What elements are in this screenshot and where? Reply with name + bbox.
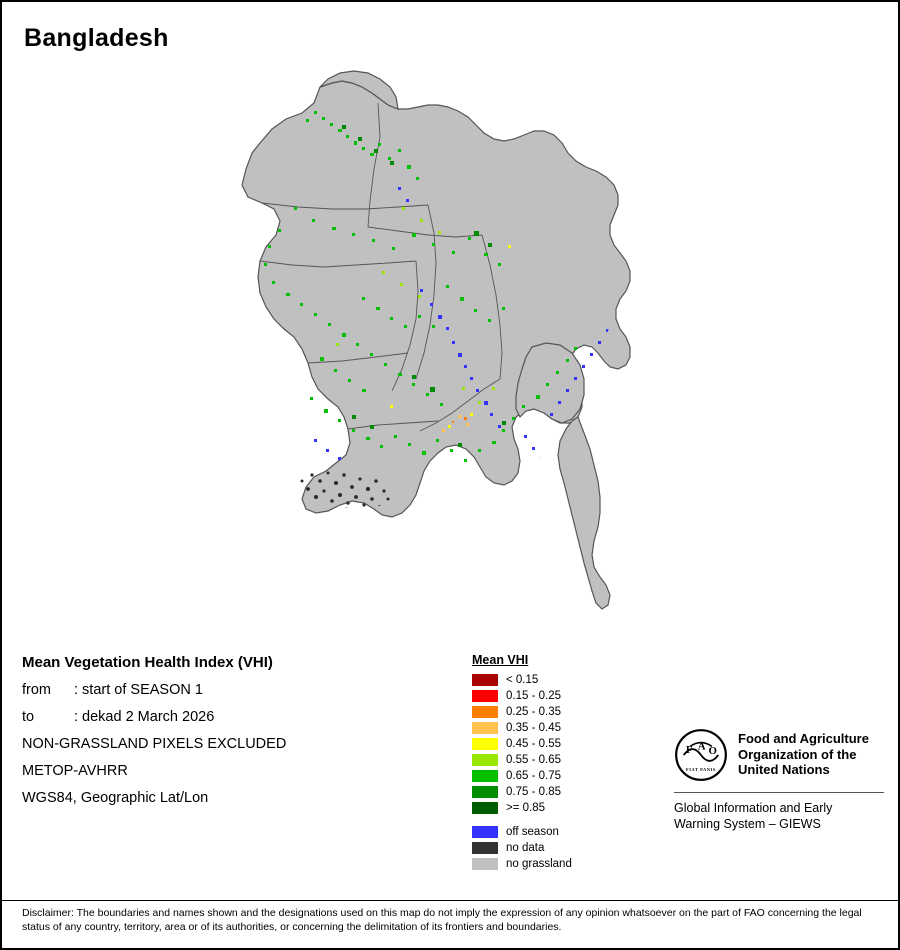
map-canvas [202,57,722,637]
metadata-from-label: from [22,682,51,698]
giews-line-1: Global Information and Early [674,801,833,815]
legend-label: 0.55 - 0.65 [506,754,561,766]
legend-item-no-grassland [472,856,572,872]
legend-label: 0.25 - 0.35 [506,706,561,718]
legend-swatch [472,858,498,870]
legend-item [472,784,572,800]
disclaimer-divider [2,900,898,901]
fao-logo-icon [674,728,728,782]
svg-text:O: O [708,744,717,757]
legend-item [472,688,572,704]
legend-swatch [472,722,498,734]
legend-swatch [472,690,498,702]
legend-item [472,720,572,736]
metadata-to-label: to [22,709,35,725]
legend-swatch [472,826,498,838]
metadata-projection: WGS84, Geographic Lat/Lon [22,790,209,806]
legend-label: no data [506,842,545,854]
legend-swatch [472,738,498,750]
legend-title: Mean VHI [472,653,529,667]
legend-spacer [472,816,572,824]
legend-label: no grassland [506,858,572,870]
metadata-sensor: METOP-AVHRR [22,763,128,779]
fao-branding [674,728,884,832]
metadata-from-row [22,682,452,698]
legend-label: 0.45 - 0.55 [506,738,561,750]
legend-label: >= 0.85 [506,802,546,814]
fao-organization-name [738,728,869,778]
legend-label: off season [506,826,559,838]
legend-swatch [472,754,498,766]
legend-label: 0.75 - 0.85 [506,786,561,798]
legend-swatch [472,786,498,798]
legend-swatch [472,706,498,718]
metadata-from-value: : start of SEASON 1 [74,682,203,698]
giews-line-2: Warning System – GIEWS [674,817,821,831]
fao-org-line-1: Food and Agriculture [738,731,869,746]
metadata-to-value: : dekad 2 March 2026 [74,709,215,725]
svg-text:A: A [697,740,706,753]
metadata-pixel-note: NON-GRASSLAND PIXELS EXCLUDED [22,736,287,752]
disclaimer-text: Disclaimer: The boundaries and names shown and the designations used on this map do not imply the expression of any opinion whatsoever on the part of FAO concerning the legal status of any country, territory, area or of its authorities, or concerning the delimitation of its frontiers and boundaries. [22,907,862,933]
svg-text:FIAT PANIS: FIAT PANIS [685,767,717,773]
legend-item-off-season [472,824,572,840]
fao-header [674,728,884,782]
metadata-to-row [22,709,452,725]
legend-swatch [472,770,498,782]
map-metadata [22,654,452,817]
giews-system-name [674,800,884,832]
fao-divider [674,792,884,793]
svg-text:F: F [685,743,693,756]
legend-swatch [472,842,498,854]
legend-item [472,752,572,768]
legend-label: 0.35 - 0.45 [506,722,561,734]
map-legend [472,653,572,872]
country-landmass [242,71,630,609]
legend-label: 0.65 - 0.75 [506,770,561,782]
legend-item [472,672,572,688]
fao-org-line-3: United Nations [738,762,830,777]
metadata-heading: Mean Vegetation Health Index (VHI) [22,654,273,671]
bangladesh-map [202,57,722,637]
legend-item [472,736,572,752]
page-title: Bangladesh [24,24,169,52]
legend-item [472,800,572,816]
fao-org-line-2: Organization of the [738,746,857,762]
legend-label: < 0.15 [506,674,539,686]
legend-item-no-data [472,840,572,856]
legend-item [472,768,572,784]
legend-swatch [472,674,498,686]
legend-swatch [472,802,498,814]
legend-item [472,704,572,720]
legend-label: 0.15 - 0.25 [506,690,561,702]
